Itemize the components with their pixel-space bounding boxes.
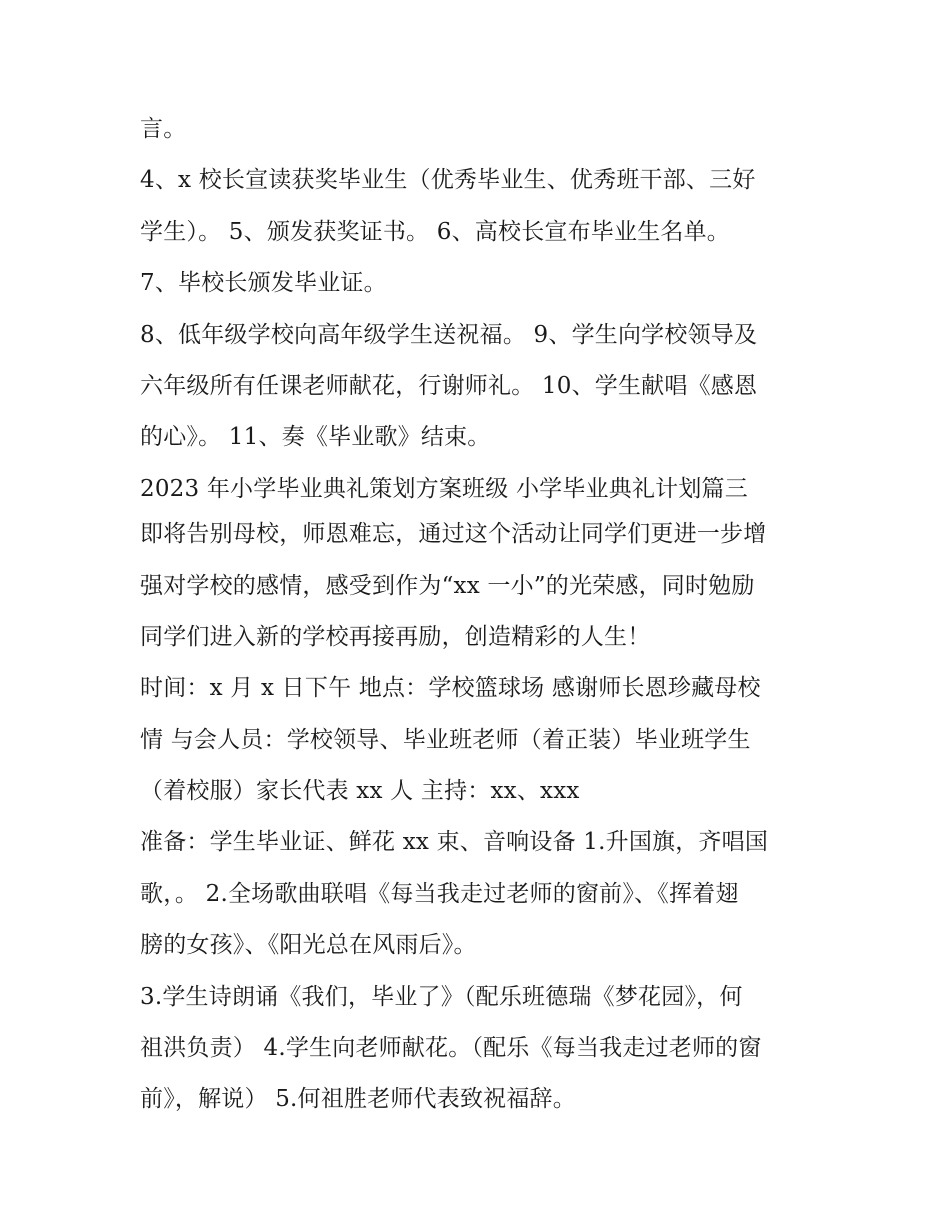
text-line: 4、x 校长宣读获奖毕业生（优秀毕业生、优秀班干部、三好 bbox=[140, 167, 756, 194]
section-heading: 2023 年小学毕业典礼策划方案班级 小学毕业典礼计划篇三 bbox=[140, 475, 748, 502]
text-line: 膀的女孩》、《阳光总在风雨后》。 bbox=[140, 932, 477, 959]
text-line: 前》，解说） 5.何祖胜老师代表致祝福辞。 bbox=[140, 1086, 576, 1113]
text-line: 祖洪负责） 4.学生向老师献花。（配乐《每当我走过老师的窗 bbox=[140, 1035, 762, 1062]
text-line: 情 与会人员：学校领导、毕业班老师（着正装）毕业班学生 bbox=[140, 726, 751, 753]
text-line: 六年级所有任课老师献花，行谢师礼。 10、学生献唱《感恩 bbox=[140, 372, 758, 399]
text-line: 7、毕校长颁发毕业证。 bbox=[140, 270, 387, 297]
text-line: 学生）。 5、颁发获奖证书。 6、高校长宣布毕业生名单。 bbox=[140, 218, 730, 245]
text-line: 歌，。 2.全场歌曲联唱《每当我走过老师的窗前》、《挥着翅 bbox=[140, 880, 739, 907]
text-line: 的心》。 11、奏《毕业歌》结束。 bbox=[140, 424, 491, 451]
text-line: 即将告别母校，师恩难忘，通过这个活动让同学们更进一步增 bbox=[140, 521, 767, 548]
text-line: 8、低年级学校向高年级学生送祝福。 9、学生向学校领导及 bbox=[140, 321, 758, 348]
text-line: 同学们进入新的学校再接再励，创造精彩的人生！ bbox=[140, 623, 651, 650]
text-line: （着校服）家长代表 xx 人 主持：xx、xxx bbox=[140, 778, 580, 805]
text-line: 言。 bbox=[140, 116, 187, 142]
text-line: 强对学校的感情，感受到作为“xx 一小”的光荣感，同时勉励 bbox=[140, 572, 755, 599]
document-body bbox=[140, 104, 820, 1126]
text-line: 准备：学生毕业证、鲜花 xx 束、音响设备 1.升国旗，齐唱国 bbox=[140, 829, 769, 856]
text-line: 时间：x 月 x 日下午 地点：学校篮球场 感谢师长恩珍藏母校 bbox=[140, 675, 761, 702]
text-line: 3.学生诗朗诵《我们，毕业了》（配乐班德瑞《梦花园》，何 bbox=[140, 983, 743, 1010]
